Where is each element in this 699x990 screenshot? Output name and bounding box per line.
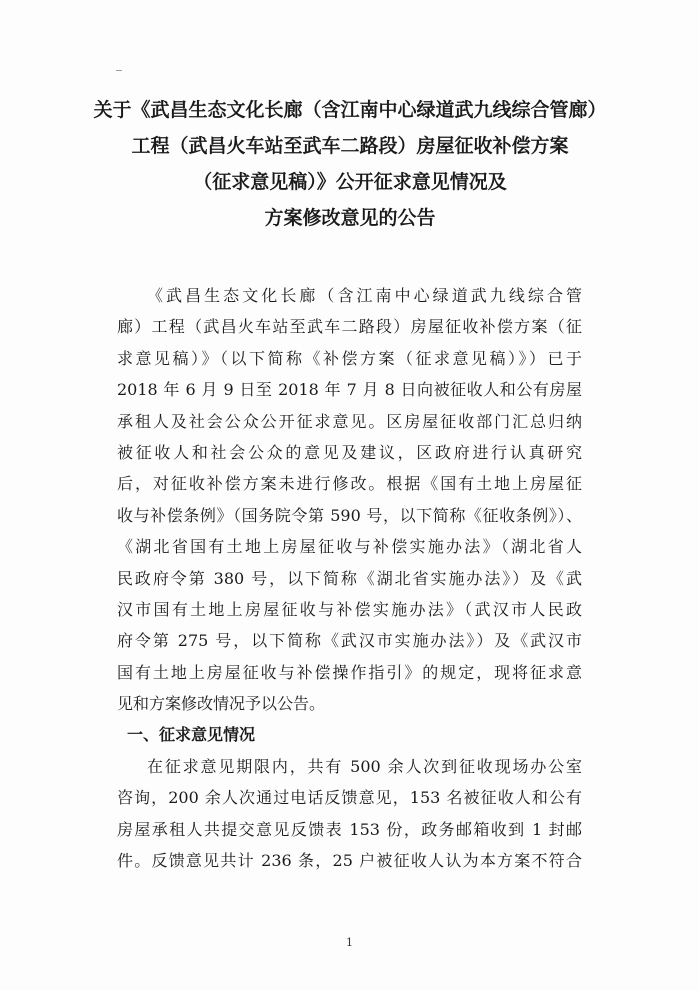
text-line: 2018 年 6 月 9 日至 2018 年 7 月 8 日向被征收人和公有房屋 [117,380,582,400]
text-line: 被征收人和社会公众的意见及建议，区政府进行认真研究 [117,442,582,462]
text-line: 《武昌生态文化长廊（含江南中心绿道武九线综合管 [147,286,582,305]
text-line: 《湖北省国有土地上房屋征收与补偿实施办法》（湖北省人 [117,537,582,557]
text-line: 民政府令第 380 号，以下简称《湖北省实施办法》）及《武 [117,568,582,588]
text-line: 府令第 275 号，以下简称《武汉市实施办法》）及《武汉市 [117,631,582,651]
title-line: 工程（武昌火车站至武车二路段）房屋征收补偿方案 [131,135,569,157]
title-line: 关于《武昌生态文化长廊（含江南中心绿道武九线综合管廊） [93,99,607,121]
text-line: 国有土地上房屋征收与补偿操作指引》的规定，现将征求意 [117,662,582,682]
text-line: 件。反馈意见共计 236 条，25 户被征收人认为本方案不符合 [117,851,582,871]
text-line: 收与补偿条例》（国务院令第 590 号，以下简称《征收条例》）、 [117,505,582,525]
text-line: 承租人及社会公众公开征求意见。区房屋征收部门汇总归纳 [117,411,582,431]
section-heading: 一、征求意见情况 [127,725,256,745]
text-line: 汉市国有土地上房屋征收与补偿实施办法》（武汉市人民政 [117,599,582,619]
text-line: 在征求意见期限内，共有 500 余人次到征收现场办公室 [147,756,582,776]
announcement-title [60,92,640,236]
paragraph-feedback [117,751,582,877]
text-line: 见和方案修改情况予以公告。 [117,694,326,714]
title-line: 方案修改意见的公告 [264,207,436,229]
text-line: 后，对征收补偿方案未进行修改。根据《国有土地上房屋征 [117,474,582,494]
scan-mark [116,70,122,71]
text-line: 咨询，200 余人次通过电话反馈意见，153 名被征收人和公有 [117,788,582,808]
text-line: 房屋承租人共提交意见反馈表 153 份，政务邮箱收到 1 封邮 [117,819,582,839]
text-line: 求意见稿）》（以下简称《补偿方案（征求意见稿）》）已于 [117,348,582,368]
announcement-body [117,280,582,876]
text-line: 廊）工程（武昌火车站至武车二路段）房屋征收补偿方案（征 [117,317,582,337]
title-line: （征求意见稿）》公开征求意见情况及 [193,171,507,193]
paragraph-intro [117,280,582,719]
page-number: 1 [346,936,353,949]
